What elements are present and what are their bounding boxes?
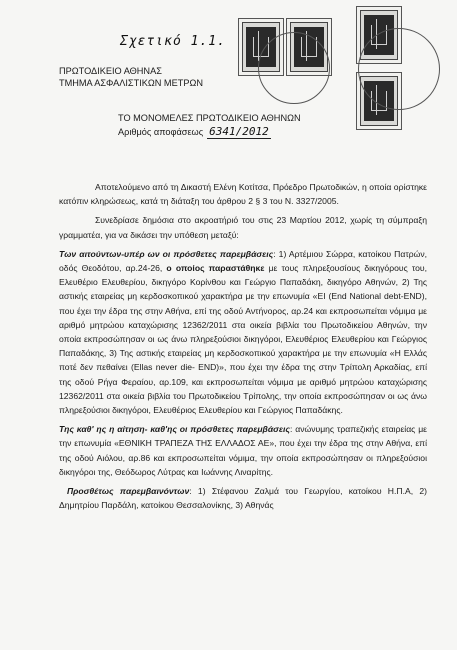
court-header	[59, 65, 203, 89]
decision-number: 6341/2012	[209, 125, 269, 138]
court-department: ΤΜΗΜΑ ΑΣΦΑΛΙΣΤΙΚΩΝ ΜΕΤΡΩΝ	[59, 78, 203, 88]
tribunal-block	[118, 112, 301, 139]
applicants-text-a: : 1) Αρτέμιου Σώρρα, κατοίκου Πατρών, οδός Θεοδότου, αρ.24-26,	[59, 248, 427, 274]
paragraph-interveners	[59, 484, 427, 512]
paragraph-session: Συνεδρίασε δημόσια στο ακροατήριό του στις 23 Μαρτίου 2012, χωρίς τη σύμπραξη γραμματέα, για να δικάσει την υπόθεση μεταξύ:	[59, 215, 427, 240]
decision-label: Αριθμός αποφάσεως	[118, 127, 204, 137]
paragraph-composition: Αποτελούμενο από τη Δικαστή Ελένη Κοτίτσα, Πρόεδρο Πρωτοδικών, η οποία ορίστηκε κατόπιν κληρώσεως, κατά τη διάταξη του άρθρου 2 § 3 του Ν. 3327/2005.	[59, 182, 427, 207]
court-name: ΠΡΩΤΟΔΙΚΕΙΟ ΑΘΗΝΑΣ	[59, 66, 162, 76]
postmark-seal-left	[258, 32, 330, 104]
decision-row	[118, 125, 301, 139]
interveners-text: : 1) Στέφανου Ζαλμά του Γεωργίου, κατοίκου Η.Π.Α, 2) Δημητρίου Παρδάλη, κατοίκου Θεσσαλονίκης, 3) Αθηνάς	[59, 486, 427, 511]
applicants-text-b: ο οποίος παραστάθηκε	[162, 263, 265, 274]
respondent-heading: Της καθ' ης η αίτηση- καθ'ης οι πρόσθετες παρεμβάσεις	[59, 424, 290, 435]
decision-body	[59, 180, 427, 517]
paragraph-respondent	[59, 422, 427, 479]
interveners-heading: Προσθέτως παρεμβαινόντων	[67, 486, 190, 497]
applicants-heading: Των αιτούντων-υπέρ ων οι πρόσθετες παρεμβάσεις	[59, 248, 274, 259]
handwritten-note: Σχετικό 1.1.	[120, 34, 226, 49]
paragraph-applicants	[59, 247, 427, 417]
applicants-text-c: με τους πληρεξουσίους δικηγόρους του, Ελευθέριο Ελευθερίου, δικηγόρο Κορίνθου και Γεώργιο Παπαδάκη, δικηγόρο Αθηνών, 2) Της αστικής εταιρείας μη κερδοσκοπικού χαρακτήρα με την επωνυμία «ΕΙ (End National debt-END), που έχει την έδρα της στην Αθήνα, επί της οδού Αντήνορος, αρ.24 και εκπροσωπείται νόμιμα με αριθμό μητρώου καταχώρισης 12362/2011 στα οικεία βιβλία του Πρωτοδικείου Αθηνών, την οποία εκπροσώπησαν οι ως άνω πληρεξούσιοι δικηγόροι, Ελευθέριος Ελευθερίου και Γεώργιος Παπαδάκης, 3) Της αστικής εταιρείας μη κερδοσκοπικού χαρακτήρα με την επωνυμία «Η Ελλάς ποτέ δεν πεθαίνει (Ellas never die- END)», που έχει την έδρα της στην Τρίπολη Αρκαδίας, επί της οδού Ρήγα Φεραίου, αρ.109, και εκπροσωπείται νόμιμα με αριθμό μητρώου καταχώρισης 12362/2011 στα οικεία βιβλία του Πρωτοδικείου Τρίπολης, την οποία εκπροσώπησαν οι ως άνω πληρεξούσιοι δικηγόροι, Ελευθέριος Ελευθερίου και Γεώργιος Παπαδάκης.	[59, 263, 428, 416]
respondent-text: : ανώνυμης τραπεζικής εταιρείας με την επωνυμία «ΕΘΝΙΚΗ ΤΡΑΠΕΖΑ ΤΗΣ ΕΛΛΑΔΟΣ ΑΕ», που έχει την έδρα της στην Αθήνα, επί της οδού Αιόλου, αρ.86 και εκπροσωπείται νόμιμα, την οποία εκπροσώπησαν οι πληρεξούσιοι δικηγόροι της, Θεόδωρος Λύτρας και Ιωάννης Λιναρίτης.	[59, 424, 427, 477]
postmark-seal-right	[358, 28, 440, 110]
tribunal-title: ΤΟ ΜΟΝΟΜΕΛΕΣ ΠΡΩΤΟΔΙΚΕΙΟ ΑΘΗΝΩΝ	[118, 113, 301, 123]
